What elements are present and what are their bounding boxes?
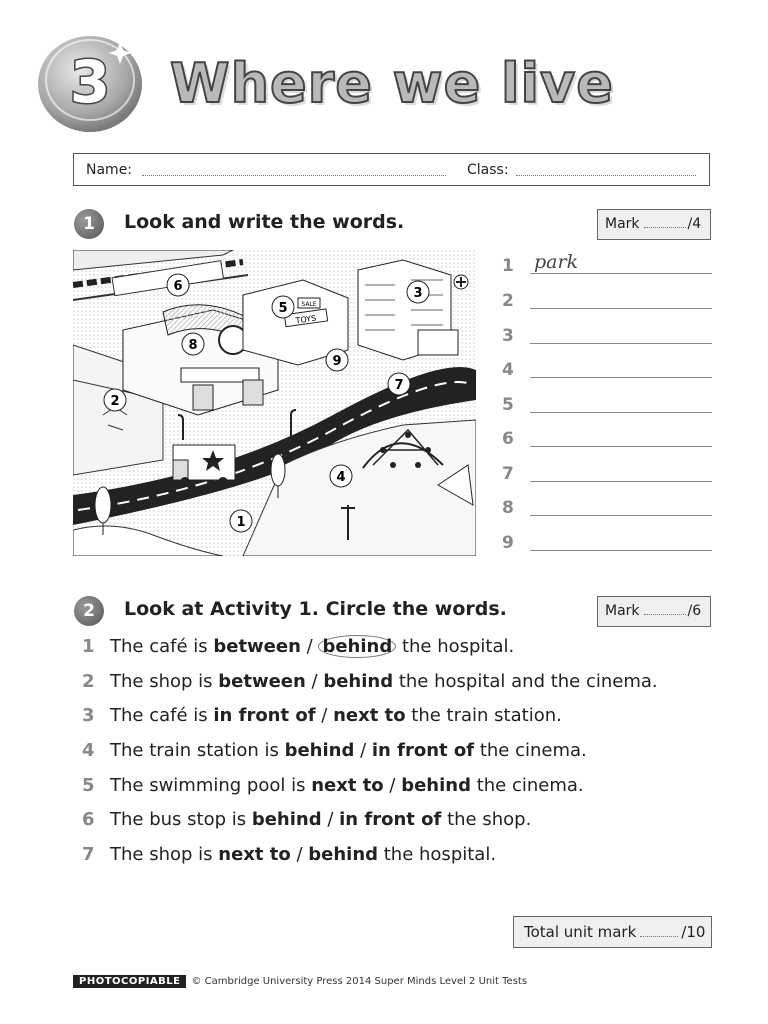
mark-total: /4 — [687, 216, 702, 232]
answer-number: 9 — [502, 533, 514, 553]
svg-text:7: 7 — [394, 378, 404, 393]
answer-line[interactable] — [530, 515, 712, 516]
photocopiable-tag: PHOTOCOPIABLE — [73, 975, 186, 988]
answer-line[interactable] — [530, 550, 712, 551]
option-word[interactable]: in front of — [339, 809, 442, 830]
town-illustration — [73, 250, 476, 556]
mark-total: /6 — [687, 603, 702, 619]
answer-row — [502, 423, 712, 457]
hospital — [358, 260, 468, 360]
sentence-text: the hospital. — [396, 636, 515, 657]
answer-line[interactable] — [530, 343, 712, 344]
total-max: /10 — [681, 923, 706, 941]
activity-1-mark-box — [597, 209, 711, 240]
sentence-text: the cinema. — [474, 740, 587, 761]
answer-line[interactable] — [530, 273, 712, 274]
callout-2 — [104, 389, 126, 411]
option-word[interactable]: between — [213, 636, 301, 657]
sentence-text: the hospital and the cinema. — [393, 671, 658, 692]
svg-text:8: 8 — [188, 338, 198, 353]
callout-1 — [230, 510, 252, 532]
answer-number: 1 — [502, 256, 514, 276]
answer-number: 5 — [502, 395, 514, 415]
total-label: Total unit mark — [524, 923, 637, 941]
sentence-number: 3 — [82, 705, 95, 726]
answer-row — [502, 285, 712, 319]
callout-4 — [330, 465, 352, 487]
option-word[interactable]: in front of — [213, 705, 316, 726]
answer-number: 7 — [502, 464, 514, 484]
callout-6 — [167, 274, 189, 296]
unit-number-badge — [36, 30, 148, 134]
sentence-number: 5 — [82, 775, 95, 796]
answer-number: 3 — [502, 326, 514, 346]
callout-7 — [388, 373, 410, 395]
callout-5 — [272, 296, 294, 318]
sale-sign: SALE — [301, 301, 317, 308]
sentence-text: The café is — [110, 636, 214, 657]
activity-2-instruction: Look at Activity 1. Circle the words. — [124, 598, 507, 620]
option-word[interactable]: behind — [284, 740, 355, 761]
answer-row — [502, 389, 712, 423]
sentence-number: 7 — [82, 844, 95, 865]
name-field[interactable] — [142, 175, 446, 176]
svg-text:9: 9 — [332, 354, 342, 369]
svg-text:5: 5 — [278, 301, 288, 316]
total-mark-box — [513, 916, 712, 948]
svg-text:2: 2 — [110, 394, 120, 409]
answer-line[interactable] — [530, 481, 712, 482]
mark-label: Mark — [605, 603, 640, 619]
class-label: Class: — [467, 162, 509, 178]
activity-2-mark-box — [597, 596, 711, 627]
sentence-text: the hospital. — [378, 844, 497, 865]
answer-number: 6 — [502, 429, 514, 449]
option-word[interactable]: next to — [218, 844, 291, 865]
sentence-text: The café is — [110, 705, 214, 726]
mark-label: Mark — [605, 216, 640, 232]
separator: / — [354, 740, 372, 761]
option-word[interactable]: behind — [308, 844, 379, 865]
sentence-text: the cinema. — [470, 775, 584, 796]
answer-number: 2 — [502, 291, 514, 311]
svg-text:4: 4 — [336, 470, 346, 485]
sentence-number: 4 — [82, 740, 95, 761]
answer-line[interactable] — [530, 412, 712, 413]
class-field[interactable] — [516, 175, 696, 176]
activity-1-number: 1 — [74, 209, 104, 239]
answer-row — [502, 492, 712, 526]
separator: / — [290, 844, 309, 865]
svg-text:3: 3 — [413, 286, 423, 301]
unit-number: 3 — [69, 48, 111, 116]
callout-9 — [326, 349, 348, 371]
copyright-text: © Cambridge University Press 2014 Super Minds Level 2 Unit Tests — [191, 976, 528, 987]
activity-2-number: 2 — [74, 596, 104, 626]
answer-line[interactable] — [530, 377, 712, 378]
separator: / — [305, 671, 324, 692]
sentence-text: The shop is — [110, 844, 219, 865]
separator: / — [321, 809, 340, 830]
sentence-text: the shop. — [441, 809, 532, 830]
option-word[interactable]: behind — [251, 809, 322, 830]
answer-line[interactable] — [530, 446, 712, 447]
sentence-number: 6 — [82, 809, 95, 830]
answer-row — [502, 458, 712, 492]
answer-line[interactable] — [530, 308, 712, 309]
svg-text:6: 6 — [173, 279, 183, 294]
answer-number: 4 — [502, 360, 514, 380]
answer-row — [502, 527, 712, 561]
separator: / — [383, 775, 402, 796]
mark-field[interactable] — [644, 227, 686, 228]
answer-number: 8 — [502, 498, 514, 518]
toys-sign: TOYS — [295, 313, 317, 326]
sentence-text: The swimming pool is — [110, 775, 312, 796]
student-info-box — [73, 153, 710, 186]
svg-text:1: 1 — [236, 515, 246, 530]
sentence-number: 2 — [82, 671, 95, 692]
total-field[interactable] — [640, 936, 678, 937]
answer-row — [502, 250, 712, 284]
answer-row — [502, 354, 712, 388]
option-word[interactable]: between — [218, 671, 306, 692]
mark-field[interactable] — [644, 614, 686, 615]
sentence-text: The shop is — [110, 671, 219, 692]
callout-3 — [407, 281, 429, 303]
sentence-text: The train station is — [110, 740, 285, 761]
activity-1-instruction: Look and write the words. — [124, 211, 405, 233]
option-word[interactable]: next to — [311, 775, 384, 796]
option-word[interactable]: in front of — [371, 740, 475, 761]
name-label: Name: — [86, 162, 133, 178]
sentence-text: The bus stop is — [110, 809, 252, 830]
sentence-text: the train station. — [405, 705, 562, 726]
option-word[interactable]: behind — [401, 775, 471, 796]
separator: / — [300, 636, 319, 657]
unit-title: Where we live — [170, 52, 614, 115]
separator: / — [315, 705, 334, 726]
option-word[interactable]: behind — [323, 671, 394, 692]
sentence-number: 1 — [82, 636, 95, 657]
option-word-circled[interactable]: behind — [318, 635, 396, 658]
footer — [73, 976, 527, 987]
option-word[interactable]: next to — [333, 705, 406, 726]
answer-example: park — [534, 251, 579, 273]
callout-8 — [182, 333, 204, 355]
answer-row — [502, 320, 712, 354]
